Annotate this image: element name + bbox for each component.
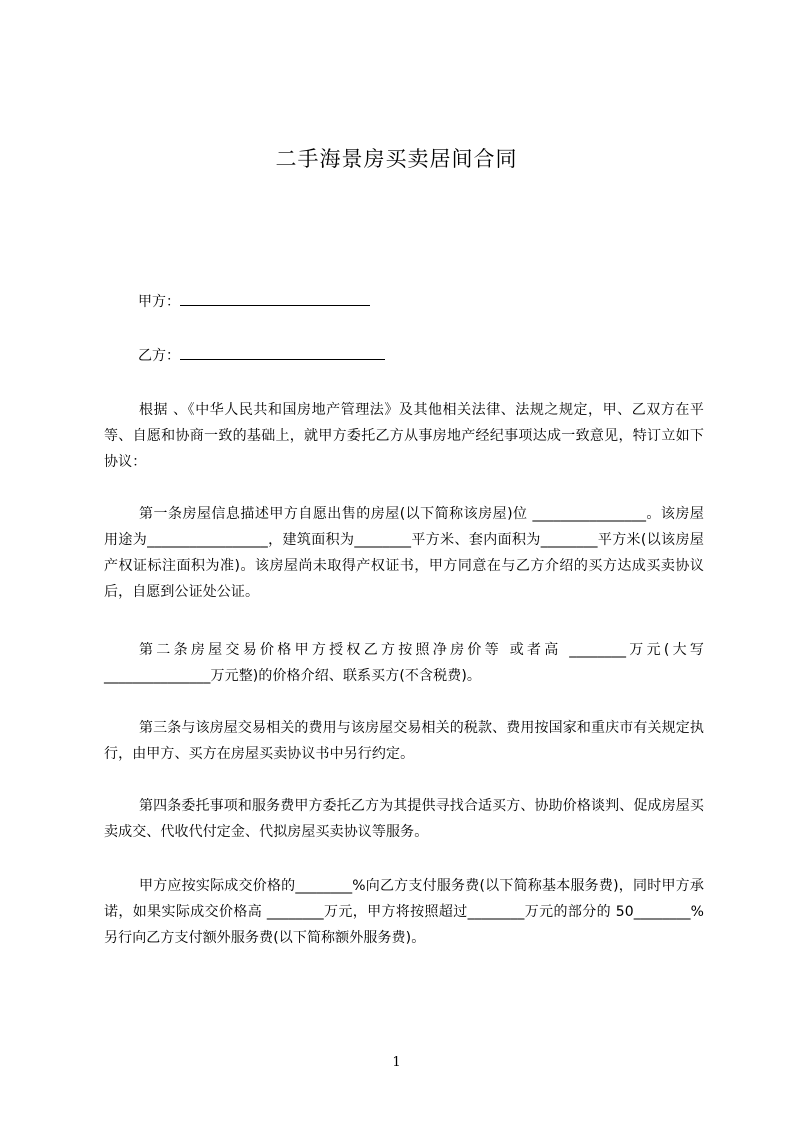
page-number: 1 [392, 1055, 401, 1070]
party-a-label: 甲方： [138, 294, 180, 310]
party-a-blank [180, 290, 370, 306]
party-b-blank [180, 344, 385, 360]
party-a-line [138, 290, 370, 312]
paragraph-article-4: 第四条委托事项和服务费甲方委托乙方为其提供寻找合适买方、协助价格谈判、促成房屋买卖成交、代收代付定金、代拟房屋买卖协议等服务。 [104, 798, 704, 840]
paragraph-article-3: 第三条与该房屋交易相关的费用与该房屋交易相关的税款、费用按国家和重庆市有关规定执行，由甲方、买方在房屋买卖协议书中另行约定。 [104, 720, 704, 762]
party-b-line [138, 344, 385, 366]
document-title: 二手海景房买卖居间合同 [275, 147, 518, 171]
paragraph-preamble: 根据 、《中华人民共和国房地产管理法》及其他相关法律、法规之规定，甲、乙双方在平等、自愿和协商一致的基础上，就甲方委托乙方从事房地产经纪事项达成一致意见，特订立如下协议： [104, 402, 704, 470]
paragraph-service-fee: 甲方应按实际成交价格的________%向乙方支付服务费(以下简称基本服务费)，同时甲方承诺，如果实际成交价格高 ________万元，甲方将按照超过________万元的部分的 50________%另行向乙方支付额外服务费(以下简称额外服务费)。 [104, 878, 704, 946]
paragraph-article-2: 第二条房屋交易价格甲方授权乙方按照净房价等 或者高 ________万元(大写_______________万元整)的价格介绍、联系买方(不含税费)。 [104, 642, 704, 684]
party-b-label: 乙方： [138, 348, 180, 364]
paragraph-article-1: 第一条房屋信息描述甲方自愿出售的房屋(以下简称该房屋)位 ________________。该房屋用途为_________________，建筑面积为________平方米、套内面积为________平方米(以该房屋产权证标注面积为准)。该房屋尚未取得产权证书，甲方同意在与乙方介绍的买方达成买卖协议后，自愿到公证处公证。 [104, 506, 704, 600]
